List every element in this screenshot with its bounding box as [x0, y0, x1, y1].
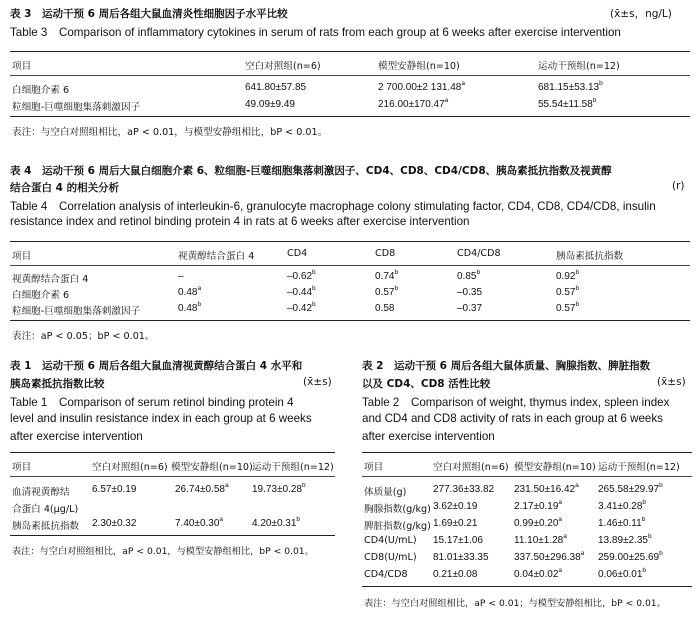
superscript: a	[558, 516, 563, 523]
table-4-mid-rule	[10, 265, 690, 266]
cell-value: 2.30±0.32	[92, 518, 137, 529]
superscript: b	[599, 80, 603, 87]
table-1-title-en-1: Table 1 Comparison of serum retinol binding protein 4	[10, 396, 294, 409]
superscript: a	[558, 567, 563, 574]
row-label: CD4(U/mL)	[364, 535, 417, 546]
table-1-bottom-rule	[10, 535, 335, 536]
superscript: b	[476, 269, 481, 276]
cell-value: 6.57±0.19	[92, 484, 137, 495]
table-1-mid-rule	[10, 476, 335, 477]
table-4-note: 表注：aP < 0.05；bP < 0.01。	[12, 331, 155, 342]
table-4-title-en-2: resistance index and retinol binding protein 4 in rats at 6 weeks after exercise intervention	[10, 215, 470, 228]
cell-value: 641.80±57.85	[245, 82, 307, 93]
table-1-unit: (x̄±s)	[303, 376, 332, 388]
table-3-header-control: 空白对照组(n=6)	[245, 61, 321, 72]
row-label: 白细胞介素 6	[12, 85, 70, 96]
cell-value: 55.54±11.58	[538, 99, 593, 110]
cell-value: 0.21±0.08	[433, 569, 478, 580]
table-2-title-cn-1: 表 2 运动干预 6 周后各组大鼠体质量、胸腺指数、脾脏指数	[362, 360, 651, 372]
table-4-header-item: 项目	[12, 251, 32, 262]
table-1-header-model: 模型安静组(n=10)	[171, 462, 253, 473]
superscript: b	[394, 269, 399, 276]
superscript: a	[197, 285, 202, 292]
table-2-title-en-2: and CD4 and CD8 activity of rats in each group at 6 weeks	[362, 412, 663, 425]
superscript: b	[312, 301, 316, 308]
cell-value: 15.17±1.06	[433, 535, 483, 546]
table-4-title-cn-2: 结合蛋白 4 的相关分析	[10, 182, 120, 194]
superscript: b	[642, 499, 647, 506]
table-1-header-exercise: 运动干预组(n=12)	[252, 462, 334, 473]
cell-value: 265.58±29.97	[598, 484, 660, 495]
table-4-title-cn-1: 表 4 运动干预 6 周后大鼠白细胞介素 6、粒细胞-巨噬细胞集落刺激因子、CD4、CD8、CD4/CD8、胰岛素抵抗指数及视黄醇	[10, 165, 612, 177]
row-label: 粒细胞-巨噬细胞集落刺激因子	[12, 102, 141, 113]
table-3-header-item: 项目	[12, 61, 32, 72]
cell-value: 26.74±0.58	[175, 484, 225, 495]
cell-value: 0.04±0.02	[514, 569, 559, 580]
table-1-title-en-2: level and insulin resistance index in each group at 6 weeks	[10, 412, 312, 425]
row-label-continued: 合蛋白 4(μg/L)	[12, 504, 79, 515]
superscript: b	[312, 285, 316, 292]
superscript: b	[312, 269, 316, 276]
table-4-top-rule	[10, 241, 690, 242]
cell-value: 19.73±0.28	[252, 484, 302, 495]
row-label: CD8(U/mL)	[364, 552, 417, 563]
table-3-title-en: Table 3 Comparison of inflammatory cytokines in serum of rats from each group at 6 weeks after exercise intervention	[10, 26, 621, 39]
table-3-note: 表注：与空白对照组相比，aP < 0.01，与模型安静组相比，bP < 0.01。	[12, 127, 328, 138]
table-3-top-rule	[10, 51, 690, 52]
superscript: b	[394, 285, 399, 292]
superscript: b	[659, 482, 663, 489]
table-4-unit: (r)	[672, 180, 685, 192]
row-label: 粒细胞-巨噬细胞集落刺激因子	[12, 306, 141, 317]
row-label: 视黄醇结合蛋白 4	[12, 274, 89, 285]
table-1-header-item: 项目	[12, 462, 32, 473]
cell-value: 0.48	[178, 303, 198, 314]
cell-value: 0.57	[556, 287, 576, 298]
row-label: 胰岛素抵抗指数	[12, 521, 80, 532]
superscript: b	[592, 97, 597, 104]
superscript: b	[575, 301, 580, 308]
table-2-header-exercise: 运动干预组(n=12)	[598, 462, 680, 473]
table-1-title-cn-2: 胰岛素抵抗指数比较	[10, 378, 105, 390]
row-label: 血清视黄醇结	[12, 487, 70, 498]
row-label: 脾脏指数(g/kg)	[364, 521, 431, 532]
table-4-bottom-rule	[10, 320, 690, 321]
table-2-note: 表注：与空白对照组相比，aP < 0.01；与模型安静组相比，bP < 0.01。	[364, 598, 666, 609]
cell-value: –0.37	[457, 303, 483, 314]
table-1-title-en-3: after exercise intervention	[10, 430, 143, 443]
table-3-bottom-rule	[10, 116, 690, 117]
table-3-header-exercise: 运动干预组(n=12)	[538, 61, 620, 72]
cell-value: 337.50±296.38	[514, 552, 581, 563]
cell-value: 0.85	[457, 271, 477, 282]
row-label: 体质量(g)	[364, 487, 407, 498]
cell-value: 231.50±16.42	[514, 484, 576, 495]
cell-value: –0.44	[287, 287, 313, 298]
table-2-unit: (x̄±s)	[657, 376, 686, 388]
cell-value: 681.15±53.13	[538, 82, 600, 93]
table-3-mid-rule	[10, 75, 690, 76]
table-4-header-rbp4: 视黄醇结合蛋白 4	[178, 251, 255, 262]
cell-value: 277.36±33.82	[433, 484, 495, 495]
superscript: b	[575, 285, 580, 292]
cell-value: 2.17±0.19	[514, 501, 559, 512]
cell-value: 216.00±170.47	[378, 99, 445, 110]
superscript: a	[444, 97, 449, 104]
table-3-unit: (x̄±s，ng/L)	[610, 8, 672, 20]
superscript: b	[197, 301, 202, 308]
row-label: CD4/CD8	[364, 569, 408, 580]
row-label: 胸腺指数(g/kg)	[364, 504, 431, 515]
table-2-header-item: 项目	[364, 462, 384, 473]
cell-value: 259.00±25.69	[598, 552, 660, 563]
superscript: a	[563, 533, 567, 540]
table-1-title-cn-1: 表 1 运动干预 6 周后各组大鼠血清视黄醇结合蛋白 4 水平和	[10, 360, 303, 372]
superscript: a	[558, 499, 563, 506]
table-4-header-cd8: CD8	[375, 248, 396, 259]
cell-value: 1.69±0.21	[433, 518, 478, 529]
cell-value: 81.01±33.35	[433, 552, 489, 563]
cell-value: 0.57	[556, 303, 576, 314]
table-3-title-cn: 表 3 运动干预 6 周后各组大鼠血清炎性细胞因子水平比较	[10, 8, 288, 20]
table-4-title-en-1: Table 4 Correlation analysis of interleukin-6, granulocyte macrophage colony stimulating factor, CD4, CD8, CD4/CD8, insulin	[10, 200, 656, 213]
cell-value: 0.58	[375, 303, 395, 314]
cell-value: 0.99±0.20	[514, 518, 559, 529]
table-2-bottom-rule	[362, 586, 692, 587]
row-label: 白细胞介素 6	[12, 290, 70, 301]
superscript: b	[575, 269, 580, 276]
table-2-title-cn-2: 以及 CD4、CD8 活性比较	[362, 378, 491, 390]
cell-value: 4.20±0.31	[252, 518, 297, 529]
superscript: b	[301, 482, 306, 489]
superscript: b	[296, 516, 301, 523]
superscript: a	[224, 482, 229, 489]
superscript: a	[580, 550, 585, 557]
table-1-note: 表注：与空白对照组相比，aP < 0.01，与模型安静组相比，bP < 0.01。	[12, 546, 314, 557]
table-4-header-cd4: CD4	[287, 248, 308, 259]
table-3-header-model: 模型安静组(n=10)	[378, 61, 460, 72]
cell-value: 0.48	[178, 287, 198, 298]
table-2-header-control: 空白对照组(n=6)	[433, 462, 509, 473]
superscript: b	[642, 567, 647, 574]
cell-value: 49.09±9.49	[245, 99, 295, 110]
cell-value: 0.92	[556, 271, 576, 282]
superscript: b	[641, 516, 646, 523]
cell-value: 3.62±0.19	[433, 501, 478, 512]
table-2-title-en-3: after exercise intervention	[362, 430, 495, 443]
table-2-title-en-1: Table 2 Comparison of weight, thymus index, spleen index	[362, 396, 670, 409]
cell-value: 0.57	[375, 287, 395, 298]
cell-value: 0.74	[375, 271, 395, 282]
superscript: b	[647, 533, 652, 540]
superscript: a	[219, 516, 224, 523]
table-2-top-rule	[362, 452, 692, 453]
superscript: a	[575, 482, 579, 489]
cell-value: 3.41±0.28	[598, 501, 643, 512]
cell-value: –0.62	[287, 271, 313, 282]
table-4-header-homa-ir: 胰岛素抵抗指数	[556, 251, 624, 262]
table-1-top-rule	[10, 452, 335, 453]
cell-value: 1.46±0.11	[598, 518, 642, 529]
superscript: a	[461, 80, 465, 87]
cell-value: 2 700.00±2 131.48	[378, 82, 462, 93]
cell-value: –0.42	[287, 303, 313, 314]
cell-value: –0.35	[457, 287, 483, 298]
cell-value: 7.40±0.30	[175, 518, 220, 529]
cell-value: 13.89±2.35	[598, 535, 648, 546]
cell-value: 0.06±0.01	[598, 569, 643, 580]
table-2-header-model: 模型安静组(n=10)	[514, 462, 596, 473]
cell-value: 11.10±1.28	[514, 535, 564, 546]
table-1-header-control: 空白对照组(n=6)	[92, 462, 168, 473]
table-4-header-cd4-cd8: CD4/CD8	[457, 248, 501, 259]
table-2-mid-rule	[362, 476, 692, 477]
cell-value: –	[178, 271, 184, 282]
superscript: b	[659, 550, 663, 557]
